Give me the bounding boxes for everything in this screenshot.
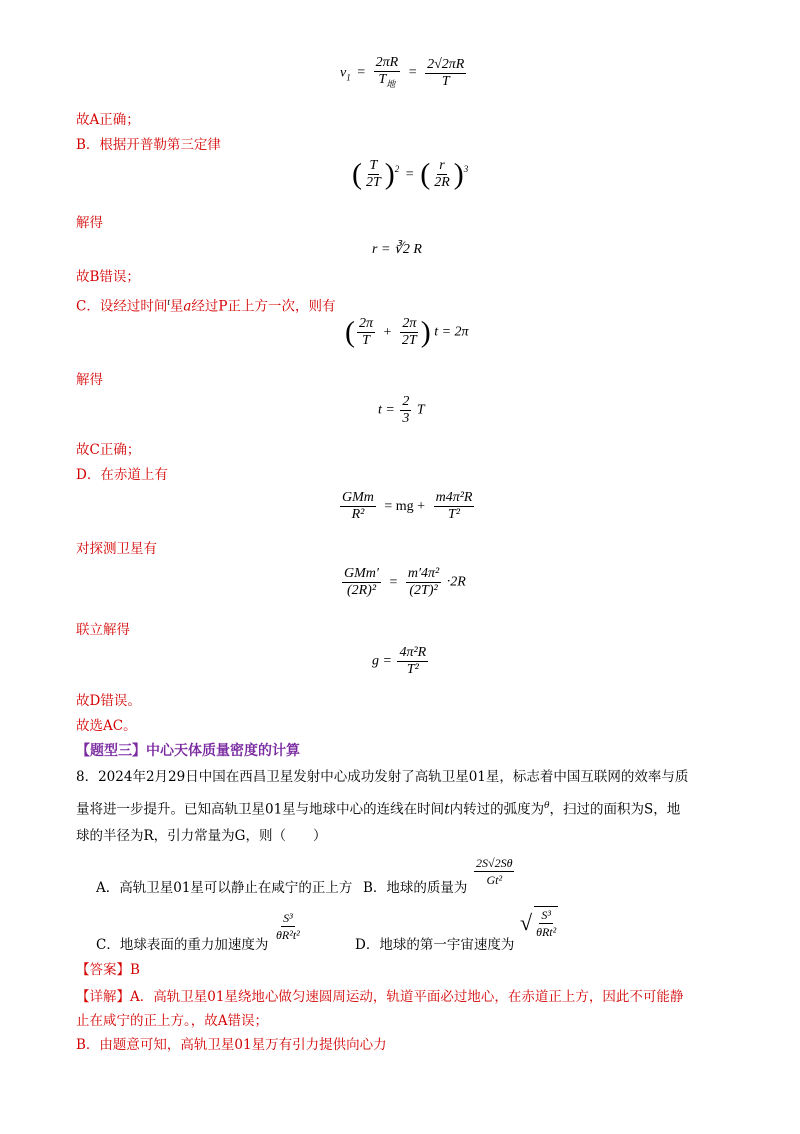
formula-t: t = $\frac{2}{3}$ T [378,394,425,426]
text-line: C．设经过时间$^t$星a经过P正上方一次，则有 [76,297,336,315]
text-line: 故C正确； [76,442,141,458]
formula-r: r = ∛2 R [372,242,422,257]
formula-time: ( $\frac{2\pi}{T}$ + $\frac{2\pi}{2T}$ ) t = 2π [345,315,469,349]
detail-line: 止在咸宁的正上方。，故A错误； [76,1013,268,1029]
detail-line: B．由题意可知，高轨卫星01星万有引力提供向心力 [76,1037,387,1053]
answer: 【答案】B [76,962,140,978]
text-line: 对探测卫星有 [76,541,157,557]
option-b: B．地球的质量为 [363,880,468,896]
formula-equator: $\frac{\text{GMm}}{\text{R²}}$ = mg + $\frac{\text{m4π²R}}{\text{T²}}$ [342,490,473,522]
option-d-formula: √ $\frac{\text{S³}}{\text{θRt²}}$ [520,908,557,939]
text-line: 故A正确； [76,112,140,128]
formula-v1: $v_1$ = $\frac{2\pi R}{T_地}$ = $\frac{2√2\pi R}{T}$ [340,55,465,89]
text-line: 故D错误。 [76,693,141,709]
option-c: C．地球表面的重力加速度为 [96,937,269,953]
text-line: 联立解得 [76,622,130,638]
text-line: B．根据开普勒第三定律 [76,137,221,153]
question-line: 球的半径为R，引力常量为G，则（ ） [76,828,327,844]
question-line: 8．2024年2月29日中国在西昌卫星发射中心成功发射了高轨卫星01星，标志着中国互联网的效率与质 [76,769,689,785]
text-line: 故选AC。 [76,718,137,734]
text-line: 解得 [76,215,103,231]
option-a: A．高轨卫星01星可以静止在咸宁的正上方 [96,880,353,896]
section-heading: 【题型三】中心天体质量密度的计算 [76,743,300,759]
option-b-formula: $\frac{2S√2S\theta}{\text{Gt²}}$ [476,856,513,887]
detail-line: 【详解】A．高轨卫星01星绕地心做匀速圆周运动，轨道平面必过地心，在赤道正上方，因此不可能静 [76,989,684,1005]
option-d: D．地球的第一宇宙速度为 [355,937,515,953]
formula-probe: $\frac{\text{GMm′}}{\text{(2R)²}}$ = $\frac{\text{m′4π²}}{\text{(2T)²}}$ ·2R [344,566,466,598]
formula-kepler: ( $\frac{T}{2T}$ )$^2$ = ( $\frac{r}{2R}$ )$^3$ [352,157,469,191]
text-line: D．在赤道上有 [76,467,168,483]
option-c-formula: $\frac{\text{S³}}{\text{θR²t²}}$ [276,911,300,942]
formula-g: g = $\frac{\text{4π²R}}{\text{T²}}$ [372,645,427,677]
question-line: 量将进一步提升。已知高轨卫星01星与地球中心的连线在时间t内转过的弧度为$^\theta$，扫过的面积为S，地 [76,801,681,818]
text-line: 故B错误； [76,269,140,285]
text-line: 解得 [76,372,103,388]
